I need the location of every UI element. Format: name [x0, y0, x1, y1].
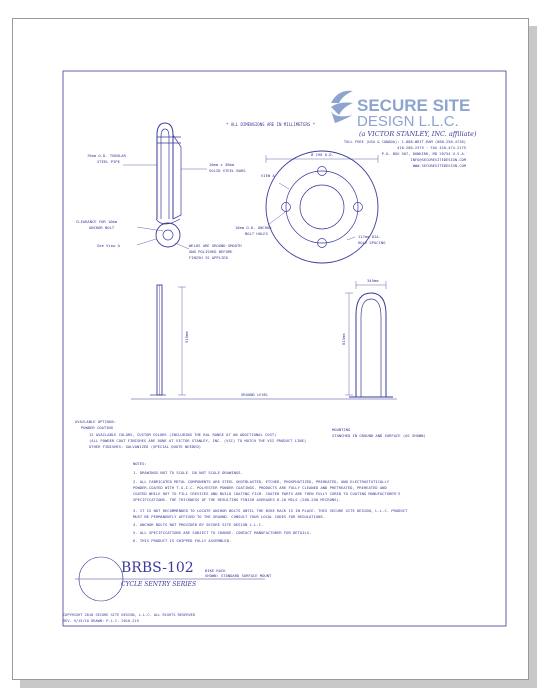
tubular-pipe-label: STEEL PIPE — [97, 159, 120, 164]
note-line: 6. THIS PRODUCT IS SHIPPED FULLY ASSEMBLED. — [133, 538, 232, 543]
clearance-label: CLEARANCE FOR 10mm — [76, 219, 118, 224]
note-line: MUST BE PERMANENTLY AFFIXED TO THE GROUND. CONSULT YOUR LOCAL CODES FOR REGULATIONS. — [133, 514, 326, 519]
copyright-text: COPYRIGHT 2010 SECURE SITE DESIGN, L.L.C. ALL RIGHTS RESERVED — [63, 613, 195, 617]
rack-side-view — [131, 285, 397, 399]
hole-spacing-label: 117mm DIA. — [358, 234, 381, 239]
title-block — [75, 557, 272, 601]
contact-line: P.O. BOX 507, DUNKIRK, MD 20754 U.S.A. — [381, 152, 466, 156]
contact-line: 410-286-2375 · FAX 410-474-2175 — [397, 146, 466, 150]
product-description: BIKE RACK — [205, 568, 226, 573]
options-title: AVAILABLE OPTIONS: — [75, 419, 117, 424]
tubular-pipe-label: 76mm O.D. TUBULAR — [87, 153, 126, 158]
company-logo — [331, 91, 477, 138]
welds-label: AND POLISHED BEFORE — [189, 249, 233, 254]
note-line: 4. ANCHOR BOLTS NOT PROVIDED BY SECURE SITE DESIGN L.L.C. — [133, 522, 264, 527]
height-left-label: 916mm — [184, 331, 189, 343]
note-line: POWDER-COATED WITH T.G.I.C. POLYESTER POWDER COATINGS. PRODUCTS ARE FULLY CLEANED AND PRETREATED, PREHEATED AND — [133, 485, 387, 490]
model-number: BRBS-102 — [121, 560, 194, 576]
notes-block — [133, 461, 408, 543]
rack-elevation-detail — [123, 123, 207, 249]
mounting-text: STANCHED IN GROUND AND SURFACE (AS SHOWN) — [332, 433, 426, 438]
see-view-label: See View A — [97, 243, 120, 248]
note-line: SPECIFICATIONS. THE THICKNESS OF THE RESULTING FINISH AVERAGES 8-10 MILS (200-250 MICRONS). — [133, 497, 342, 502]
base-plate-callouts — [235, 152, 386, 245]
anchor-holes-label: BOLT HOLES — [245, 231, 268, 236]
mounting-title: MOUNTING — [332, 427, 351, 432]
welds-label: WELDS ARE GROUND SMOOTH — [189, 243, 242, 248]
contact-line: WWW.SECURESITEDESIGN.COM — [412, 164, 466, 168]
logo-affiliate: (a VICTOR STANLEY, INC. affiliate) — [359, 130, 477, 138]
rack-front-view — [345, 281, 393, 397]
options-line: 12 AVAILABLE COLORS, CUSTOM COLORS (INCLUDING THE RAL RANGE AT AN ADDITIONAL COST) — [89, 432, 277, 437]
note-line: 3. IT IS NOT RECOMMENDED TO LOCATE ANCHOR BOLTS UNTIL THE BIKE RACK IS IN PLACE. THIS SECURE SITE DESIGN, L.L.C. PRODUCT — [133, 508, 408, 513]
dimensions-note: * ALL DIMENSIONS ARE IN MILLIMETERS * — [226, 122, 316, 127]
hole-spacing-label: HOLE SPACING — [358, 240, 386, 245]
options-block — [75, 419, 306, 449]
logo-name-line2: DESIGN L.L.C. — [357, 113, 459, 130]
notes-title: NOTES: — [133, 461, 147, 466]
anchor-holes-label: 16mm O.D. ANCHOR — [235, 225, 272, 230]
drawing-canvas — [13, 19, 530, 681]
series-name: CYCLE SENTRY SERIES — [121, 581, 197, 588]
options-subtitle: POWDER COATING — [81, 425, 114, 430]
diameter-label: Ø 190 O.D. — [311, 152, 334, 157]
clearance-label: ANCHOR BOLT — [89, 225, 115, 230]
contact-line: INFO@SECURESITEDESIGN.COM — [410, 158, 466, 162]
drawing-sheet — [12, 18, 529, 680]
height-right-label: 813mm — [341, 333, 346, 345]
shown-configuration: SHOWN: STANDARD SURFACE MOUNT — [205, 573, 272, 578]
view-a-label: VIEW A — [261, 173, 275, 178]
revision-text: REV. 9/15/10 DRAWN: P.L.C. 2010-219 — [63, 619, 139, 623]
note-line: COATED WHILE HOT TO FILL CREVICES AND BUILD COATING FILM. COATED PARTS ARE THEN FULLY CURED TO COATING MANUFACTURER'S — [133, 491, 401, 496]
logo-name-line1: SECURE SITE — [357, 96, 471, 115]
contact-line: TOLL FREE (USA & CANADA): 1-888-WRIT-RAM (888-258-4726) — [343, 140, 466, 144]
note-line: 2. ALL FABRICATED METAL COMPONENTS ARE STEEL SHOTBLASTED, ETCHED, PHOSPHATIZED, PREHEATED, AND ELECTROSTATICALLY — [133, 479, 390, 484]
options-line: OTHER FINISHES: GALVANIZED (SPECIAL QUOTE NEEDED) — [89, 444, 202, 449]
solid-bars-label: 10mm x 38mm — [209, 162, 235, 167]
ground-level-label: GROUND LEVEL — [241, 392, 269, 397]
note-line: 1. DRAWINGS NOT TO SCALE. DO NOT SCALE DRAWINGS. — [133, 470, 243, 475]
base-plate-view — [266, 151, 378, 263]
company-contact — [344, 140, 467, 168]
options-line: (ALL POWDER COAT FINISHES ARE DONE AT VICTOR STANLEY, INC. (VSI) TO MATCH THE VSI PRODUCT LINE) — [89, 438, 307, 443]
base-plate-outer — [266, 151, 378, 263]
note-line: 5. ALL SPECIFICATIONS ARE SUBJECT TO CHANGE. CONTACT MANUFACTURER FOR DETAILS. — [133, 530, 312, 535]
width-top-label: 349mm — [367, 278, 379, 283]
solid-bars-label: SOLID STEEL BARS — [209, 168, 246, 173]
welds-label: FINISH IS APPLIED — [189, 255, 228, 260]
